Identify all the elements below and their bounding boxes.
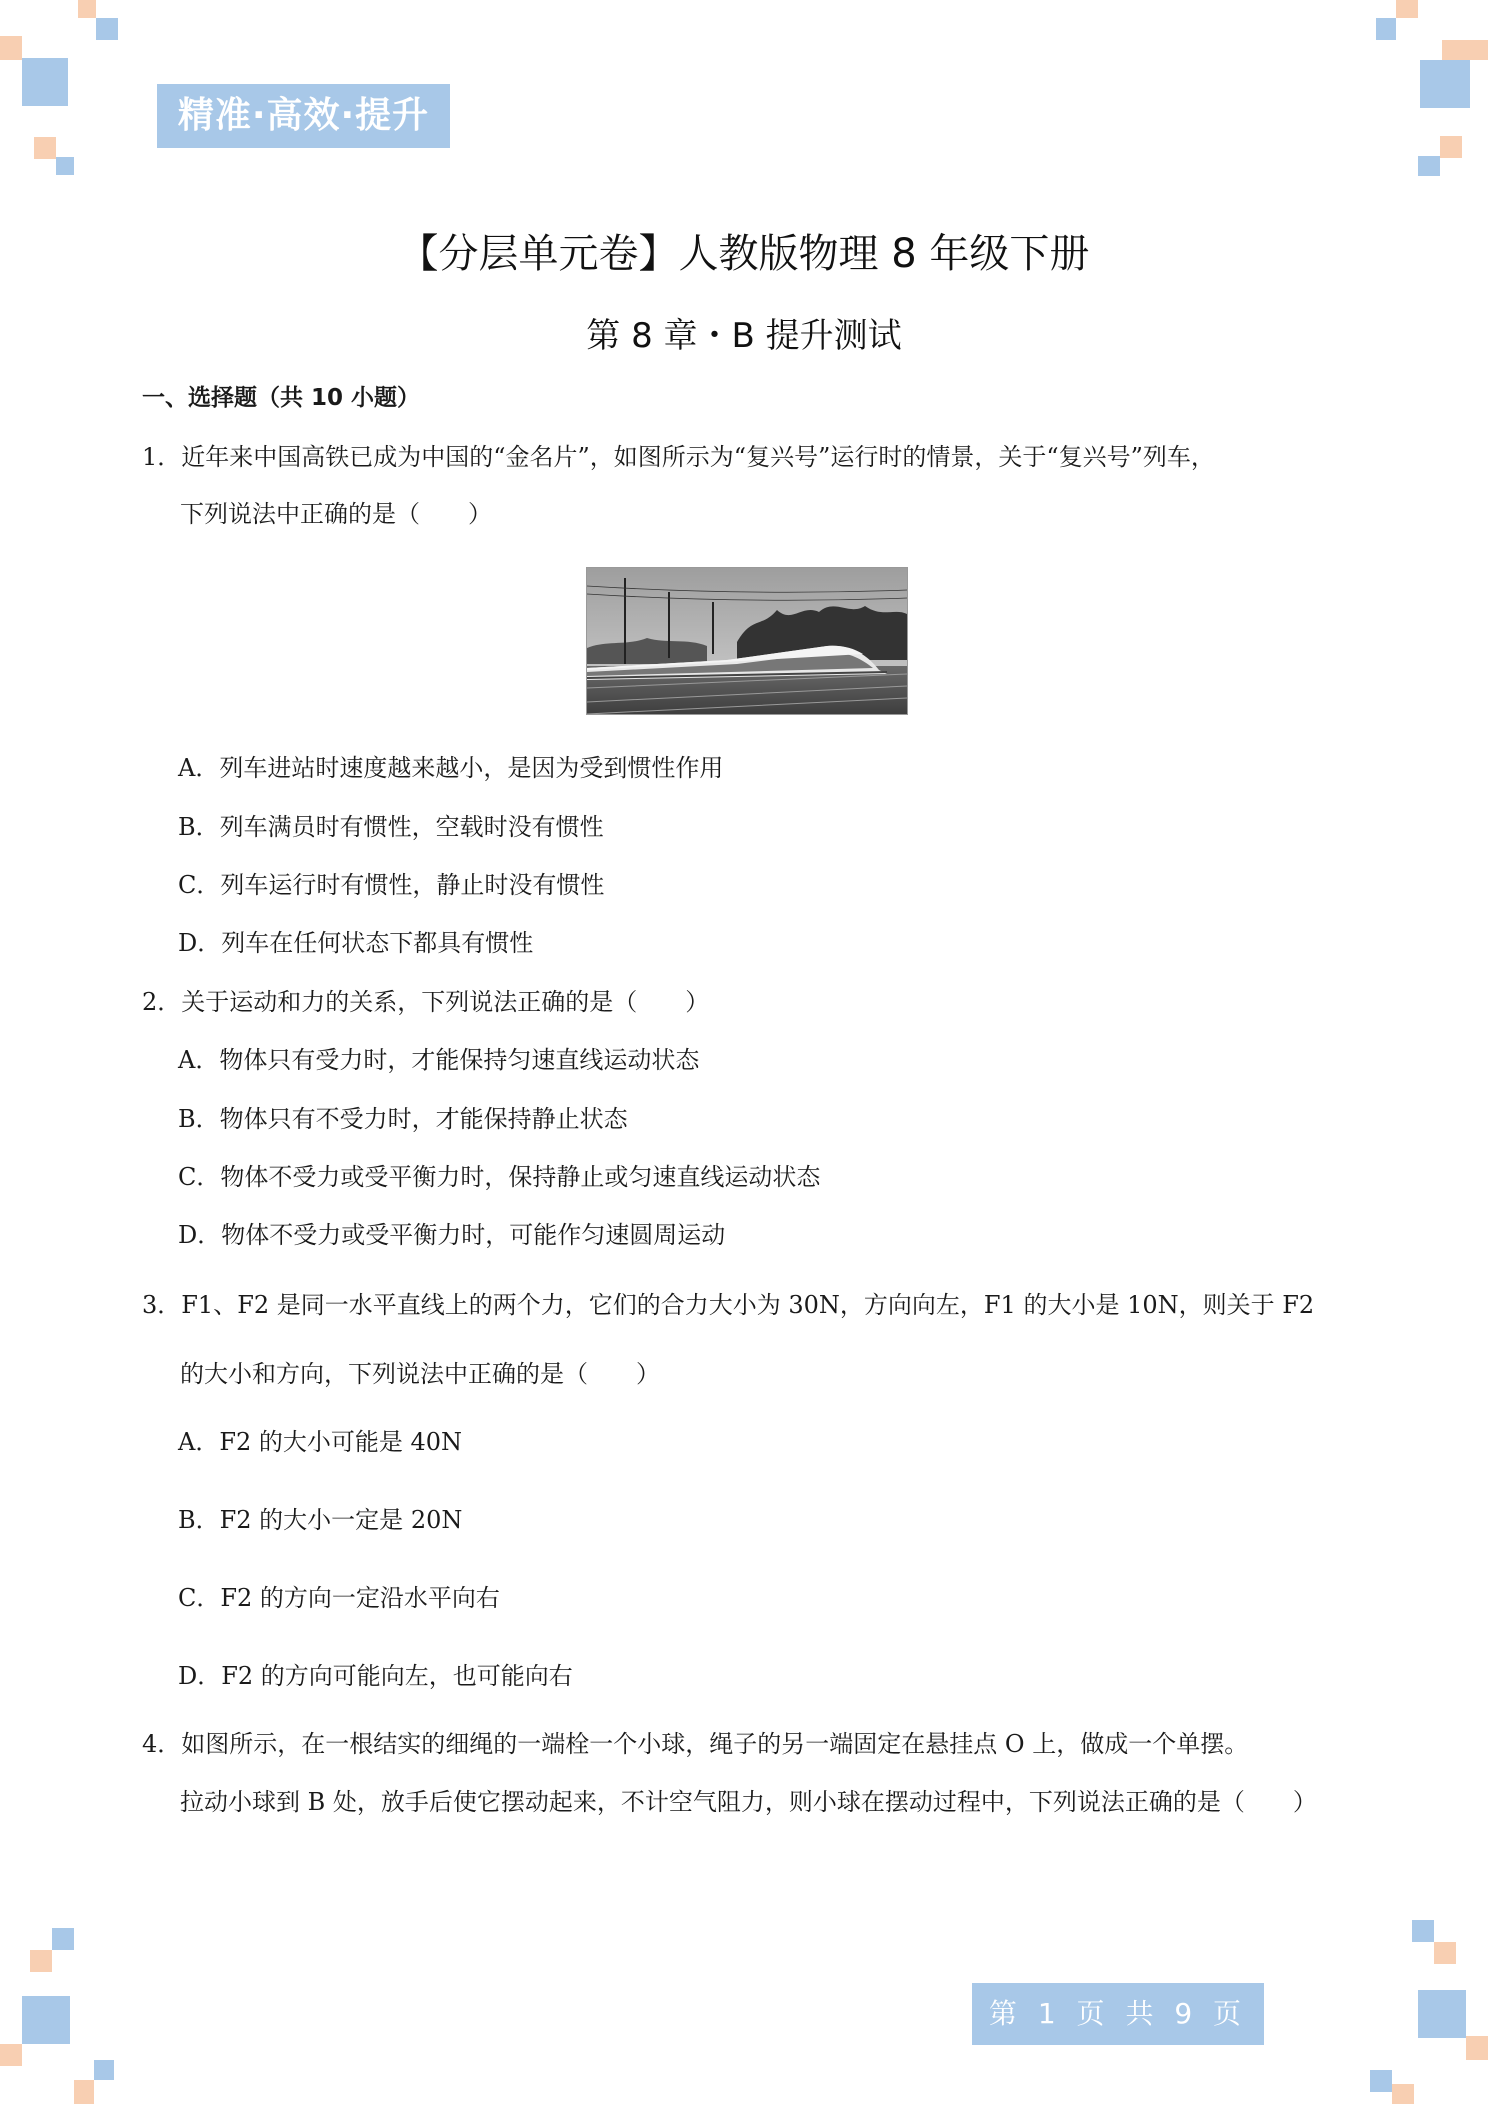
high-speed-train-photo xyxy=(586,567,908,715)
question-3-option-a: A．F2 的大小可能是 40N xyxy=(178,1428,463,1456)
question-3-option-b: B．F2 的大小一定是 20N xyxy=(178,1506,463,1534)
section-heading: 一、选择题（共 10 小题） xyxy=(142,385,421,411)
question-1-option-b: B．列车满员时有惯性，空载时没有惯性 xyxy=(178,813,604,841)
question-3-stem: 3．F1、F2 是同一水平直线上的两个力，它们的合力大小为 30N，方向向左，F1 的大小是 10N，则关于 F2 xyxy=(142,1291,1315,1319)
question-1-option-c: C．列车运行时有惯性，静止时没有惯性 xyxy=(178,871,605,899)
page-number-badge: 第 1 页 共 9 页 xyxy=(972,1983,1264,2045)
brand-banner: 精准·高效·提升 xyxy=(157,84,450,148)
question-1-option-d: D．列车在任何状态下都具有惯性 xyxy=(178,929,534,957)
question-4-stem: 4．如图所示，在一根结实的细绳的一端栓一个小球，绳子的另一端固定在悬挂点 O 上，做成一个单摆。 xyxy=(142,1730,1249,1758)
page-subtitle: 第 8 章・B 提升测试 xyxy=(586,316,902,356)
question-1-stem-cont: 下列说法中正确的是（ ） xyxy=(180,500,492,528)
question-4-stem-cont: 拉动小球到 B 处，放手后使它摆动起来，不计空气阻力，则小球在摆动过程中，下列说法正确的是（ ） xyxy=(180,1788,1317,1816)
question-2-option-d: D．物体不受力或受平衡力时，可能作匀速圆周运动 xyxy=(178,1221,726,1249)
question-1-option-a: A．列车进站时速度越来越小，是因为受到惯性作用 xyxy=(178,754,724,782)
question-3-option-d: D．F2 的方向可能向左，也可能向右 xyxy=(178,1662,573,1690)
question-2-stem: 2．关于运动和力的关系，下列说法正确的是（ ） xyxy=(142,988,710,1016)
question-2-option-b: B．物体只有不受力时，才能保持静止状态 xyxy=(178,1105,628,1133)
question-3-option-c: C．F2 的方向一定沿水平向右 xyxy=(178,1584,500,1612)
question-1-stem: 1．近年来中国高铁已成为中国的“金名片”，如图所示为“复兴号”运行时的情景，关于“复兴号”列车， xyxy=(142,443,1215,471)
question-2-option-c: C．物体不受力或受平衡力时，保持静止或匀速直线运动状态 xyxy=(178,1163,821,1191)
question-3-stem-cont: 的大小和方向，下列说法中正确的是（ ） xyxy=(180,1360,660,1388)
question-2-option-a: A．物体只有受力时，才能保持匀速直线运动状态 xyxy=(178,1046,700,1074)
page-title: 【分层单元卷】人教版物理 8 年级下册 xyxy=(398,231,1090,277)
